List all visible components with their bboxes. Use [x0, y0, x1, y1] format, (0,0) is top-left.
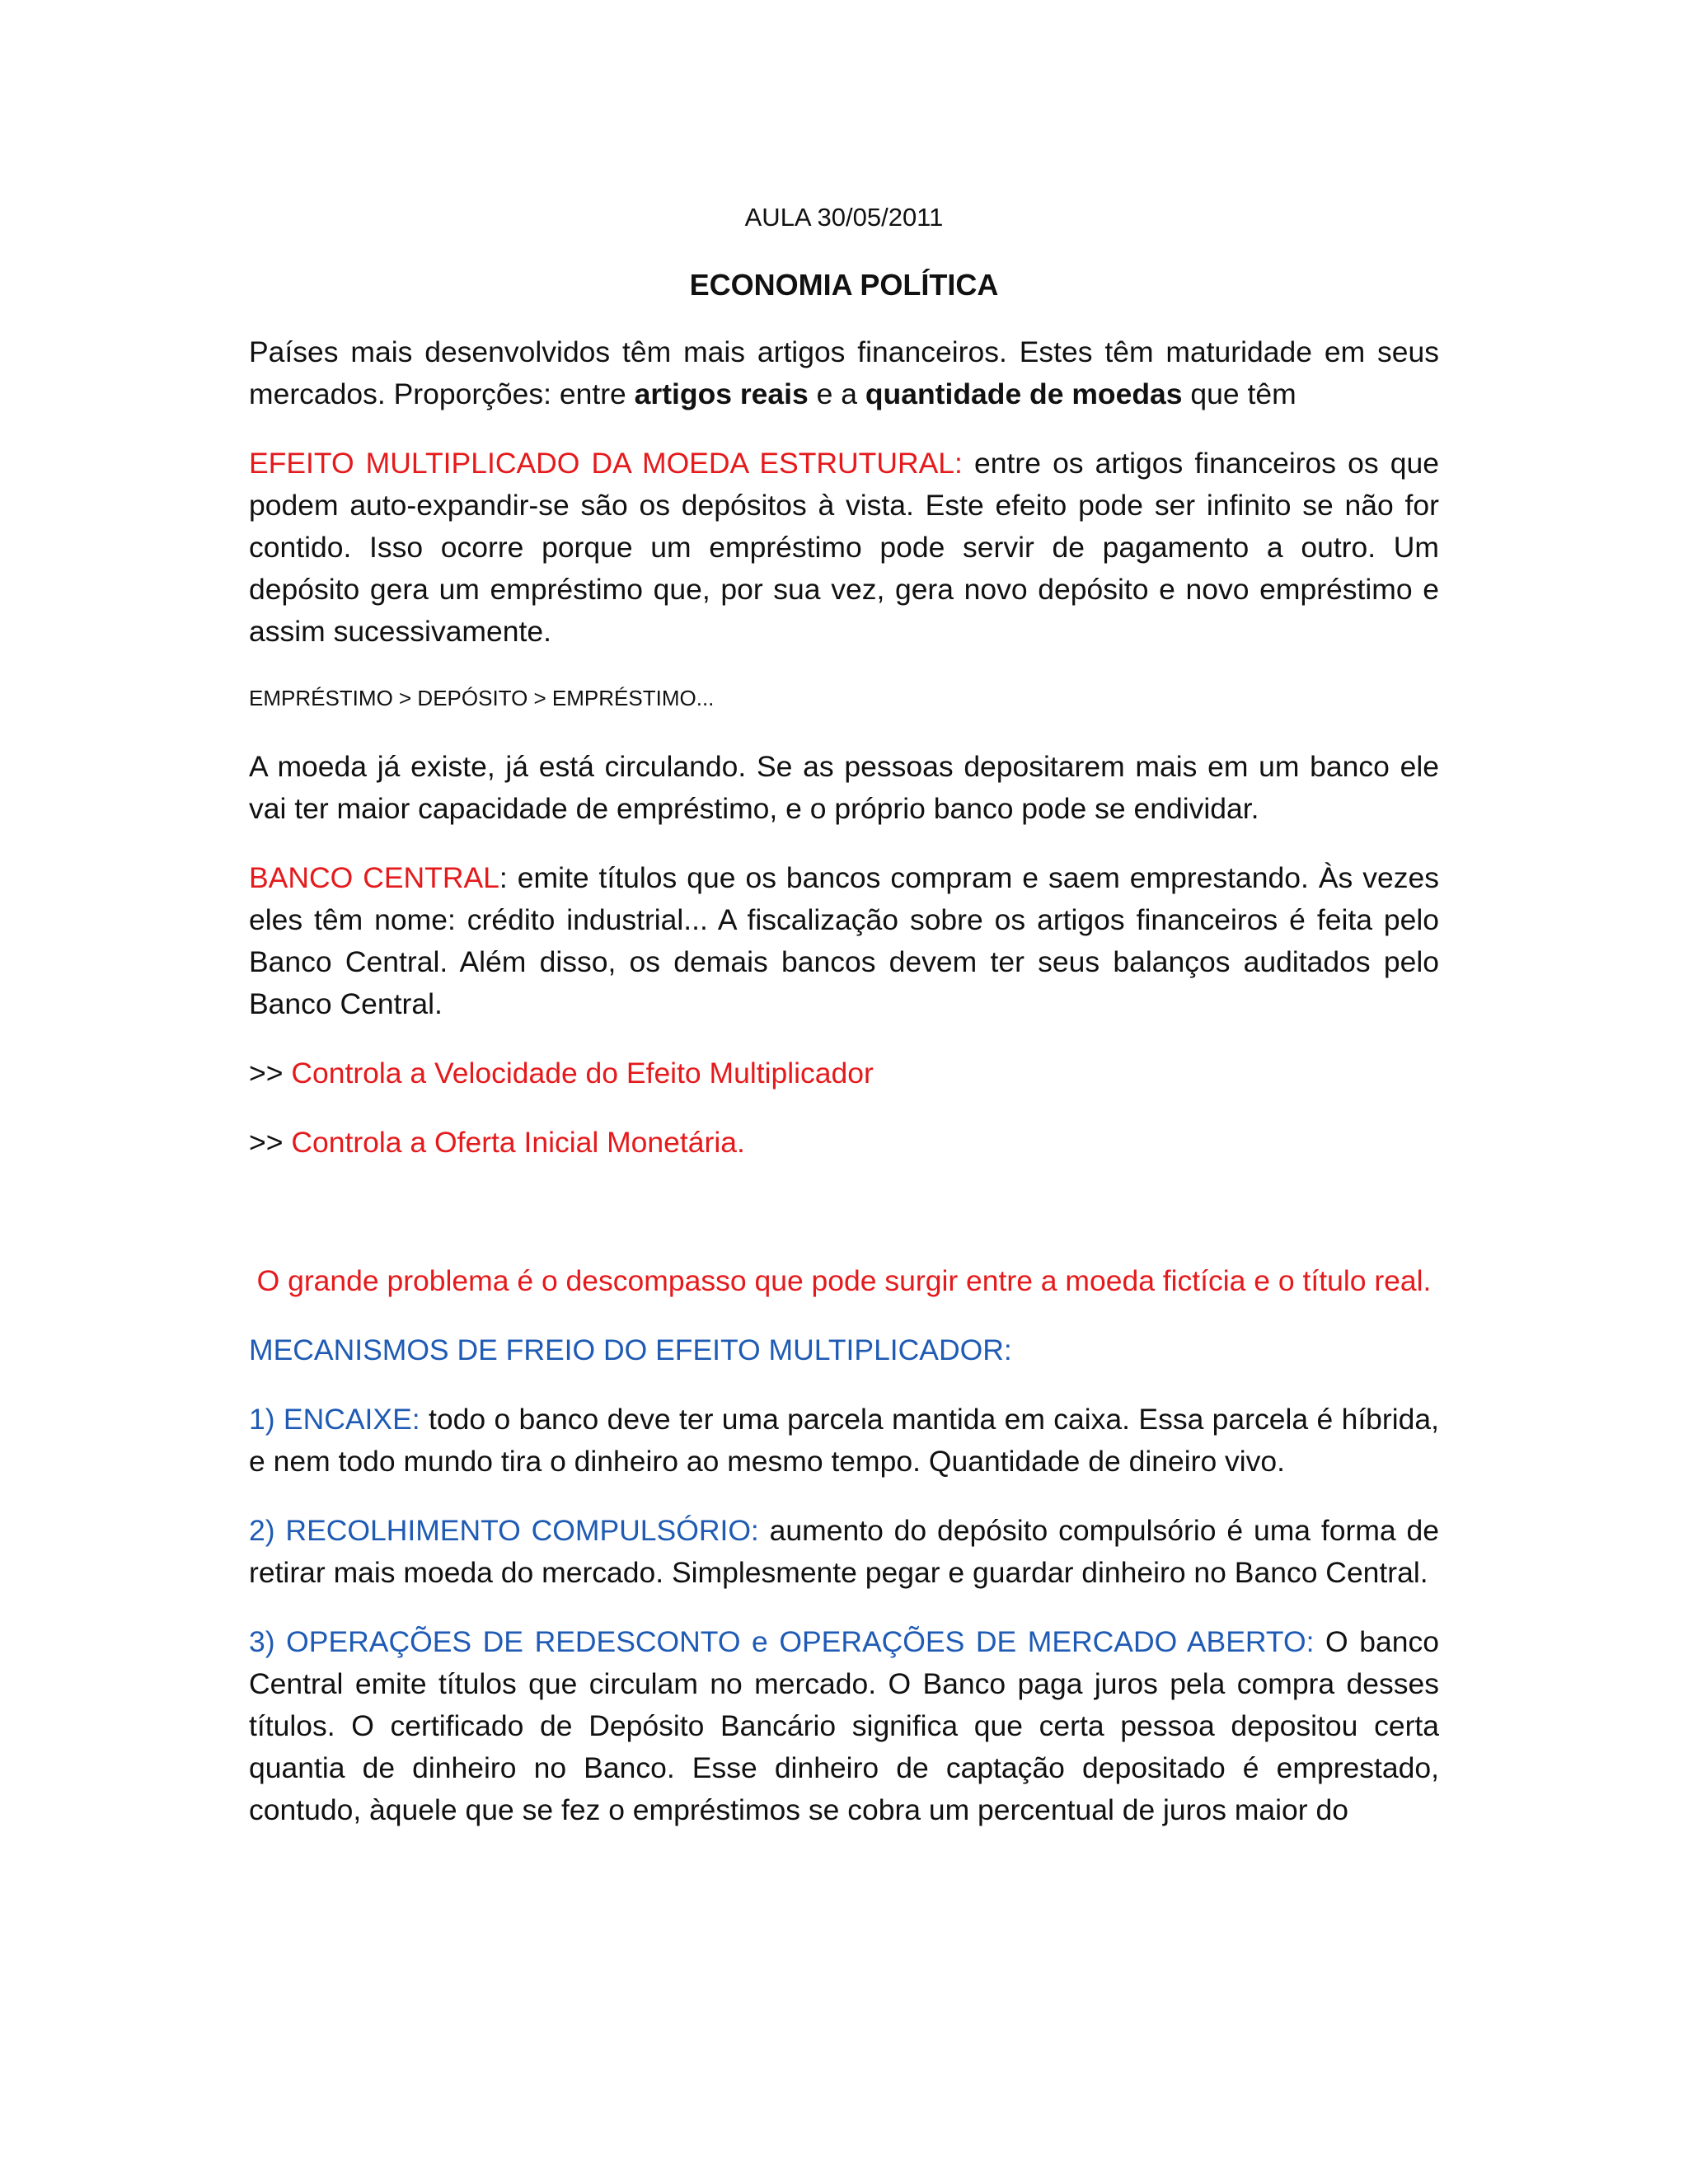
mechanism-label: 3) OPERAÇÕES DE REDESCONTO e OPERAÇÕES DE MERCADO ABERTO: [249, 1625, 1315, 1658]
intro-bold-currency-quantity: quantidade de moedas [865, 377, 1183, 410]
lecture-date: AULA 30/05/2011 [744, 203, 944, 232]
central-bank-paragraph [249, 857, 1439, 1025]
mechanism-item [249, 1510, 1439, 1594]
mechanism-label: 2) RECOLHIMENTO COMPULSÓRIO: [249, 1514, 759, 1547]
spacer [249, 1191, 1439, 1260]
intro-paragraph [249, 331, 1439, 415]
intro-text-3: que têm [1182, 377, 1296, 410]
control-item [249, 1122, 1439, 1164]
mechanism-item [249, 1621, 1439, 1831]
intro-text-1: Países mais desenvolvidos têm mais artigos financeiros. Estes têm maturidade em seus mercados. Proporções: entre [249, 335, 1439, 410]
mechanism-text: aumento do depósito compulsório é uma forma de retirar mais moeda do mercado. Simplesmente pegar e guardar dinheiro no Banco Central. [249, 1514, 1439, 1589]
intro-bold-real-assets: artigos reais [634, 377, 809, 410]
control-prefix: >> [249, 1057, 292, 1090]
problem-statement: O grande problema é o descompasso que pode surgir entre a moeda fictícia e o título real. [256, 1264, 1432, 1297]
page-title: ECONOMIA POLÍTICA [689, 268, 999, 302]
mechanisms-heading: MECANISMOS DE FREIO DO EFEITO MULTIPLICADOR: [249, 1333, 1012, 1366]
control-prefix: >> [249, 1126, 292, 1159]
multiplier-effect-label: EFEITO MULTIPLICADO DA MOEDA ESTRUTURAL: [249, 447, 963, 480]
mechanism-item [249, 1399, 1439, 1483]
multiplier-effect-paragraph [249, 443, 1439, 653]
loan-deposit-chain: EMPRÉSTIMO > DEPÓSITO > EMPRÉSTIMO... [249, 686, 715, 710]
central-bank-label: BANCO CENTRAL [249, 861, 499, 894]
control-text: Controla a Oferta Inicial Monetária. [291, 1126, 745, 1159]
mechanism-text: O banco Central emite títulos que circulam no mercado. O Banco paga juros pela compra desses títulos. O certificado de Depósito Bancário significa que certa pessoa depositou certa quantia de dinheiro no Banco. Esse dinheiro de captação depositado é emprestado, contudo, àquele que se fez o empréstimos se cobra um percentual de juros maior do [249, 1625, 1439, 1826]
intro-text-2: e a [808, 377, 865, 410]
currency-paragraph: A moeda já existe, já está circulando. Se as pessoas depositarem mais em um banco ele vai ter maior capacidade de empréstimo, e o próprio banco pode se endividar. [249, 750, 1439, 825]
document-page [249, 196, 1439, 1858]
mechanism-text: todo o banco deve ter uma parcela mantida em caixa. Essa parcela é híbrida, e nem todo mundo tira o dinheiro ao mesmo tempo. Quantidade de dineiro vivo. [249, 1403, 1439, 1478]
multiplier-effect-text: entre os artigos financeiros os que podem auto-expandir-se são os depósitos à vista. Este efeito pode ser infinito se não for contido. Isso ocorre porque um empréstimo pode servir de pagamento a outro. Um depósito gera um empréstimo que, por sua vez, gera novo depósito e novo empréstimo e assim sucessivamente. [249, 447, 1439, 648]
central-bank-text: : emite títulos que os bancos compram e saem emprestando. Às vezes eles têm nome: crédito industrial... A fiscalização sobre os artigos financeiros é feita pelo Banco Central. Além disso, os demais bancos devem ter seus balanços auditados pelo Banco Central. [249, 861, 1439, 1020]
mechanism-label: 1) ENCAIXE: [249, 1403, 420, 1436]
control-item [249, 1052, 1439, 1094]
control-text: Controla a Velocidade do Efeito Multiplicador [291, 1057, 874, 1090]
